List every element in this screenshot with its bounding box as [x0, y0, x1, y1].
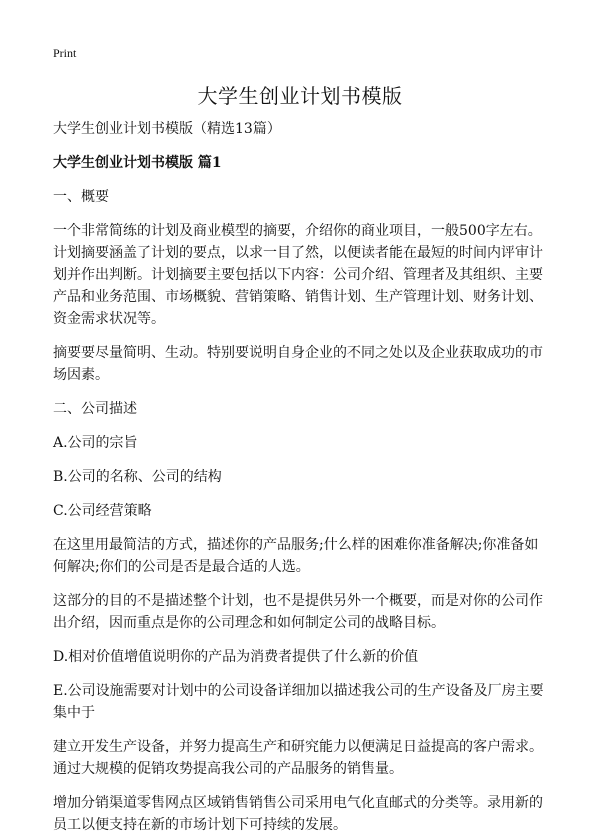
document-body [53, 118, 548, 836]
paragraph: 在这里用最简洁的方式，描述你的产品服务;什么样的困难你准备解决;你准备如何解决;你们的公司是否是最合适的人选。 [53, 537, 539, 575]
list-item: A.公司的宗旨 [53, 435, 138, 451]
section-heading: 大学生创业计划书模版 篇1 [53, 155, 222, 171]
heading-overview: 一、概要 [53, 189, 109, 205]
document-title: 大学生创业计划书模版 [197, 84, 403, 108]
paragraph: 摘要要尽量简明、生动。特别要说明自身企业的不同之处以及企业获取成功的市场因素。 [53, 345, 543, 383]
paragraph: 一个非常简练的计划及商业模型的摘要，介绍你的商业项目，一般500字左右。计划摘要涵盖了计划的要点，以求一目了然，以便读者能在最短的时间内评审计划并作出判断。计划摘要主要包括以下内容：公司介绍、管理者及其组织、主要产品和业务范围、市场概貌、营销策略、销售计划、生产管理计划、财务计划、资金需求状况等。 [53, 223, 543, 327]
list-item: B.公司的名称、公司的结构 [53, 469, 222, 485]
paragraph: 建立开发生产设备，并努力提高生产和研究能力以便满足日益提高的客户需求。通过大规模的促销攻势提高我公司的产品服务的销售量。 [53, 739, 543, 777]
paragraph: 这部分的目的不是描述整个计划，也不是提供另外一个概要，而是对你的公司作出介绍，因而重点是你的公司理念和如何制定公司的战略目标。 [53, 593, 543, 631]
print-label: Print [53, 46, 77, 60]
heading-company-description: 二、公司描述 [53, 401, 137, 417]
document-subtitle: 大学生创业计划书模版（精选13篇） [53, 121, 281, 137]
list-item: D.相对价值增值说明你的产品为消费者提供了什么新的价值 [53, 649, 419, 665]
paragraph: 增加分销渠道零售网点区域销售销售公司采用电气化直邮式的分类等。录用新的员工以便支持在新的市场计划下可持续的发展。 [53, 795, 543, 833]
list-item: E.公司设施需要对计划中的公司设备详细加以描述我公司的生产设备及厂房主要集中于 [53, 683, 544, 721]
list-item: C.公司经营策略 [53, 503, 152, 519]
